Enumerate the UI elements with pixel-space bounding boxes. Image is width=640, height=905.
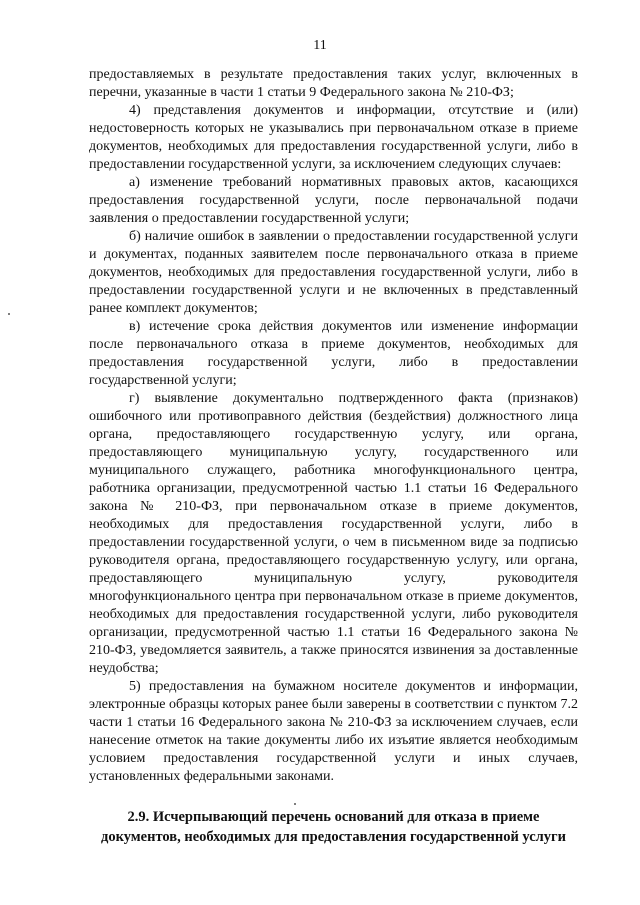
scan-speck: [8, 313, 10, 315]
page-number: 11: [313, 38, 327, 53]
document-body: [89, 66, 578, 786]
paragraph-continuation: предоставляемых в результате предоставления таких услуг, включенных в перечни, указанные в части 1 статьи 9 Федерального закона № 210-ФЗ;: [89, 67, 578, 100]
section-heading: 2.9. Исчерпывающий перечень оснований для отказа в приеме документов, необходимых для предоставления государственной услуги: [101, 809, 566, 845]
paragraph-subitem-g: г) выявление документально подтвержденного факта (признаков) ошибочного или противоправного действия (бездействия) должностного лица органа, предоставляющего государственную услугу, или органа, предоставляющего муниципальную услугу, государственного или муниципального служащего, работника многофункционального центра, работника организации, предусмотренной частью 1.1 статьи 16 Федерального закона № 210-ФЗ, при первоначальном отказе в приеме документов, необходимых для предоставления государственной услуги, либо в предоставлении государственной услуги, о чем в письменном виде за подписью руководителя органа, предоставляющего государственную услугу, или органа, предоставляющего муниципальную услугу, руководителя многофункционального центра при первоначальном отказе в приеме документов, необходимых для предоставления государственной услуги, либо руководителя организации, предусмотренной частью 1.1 статьи 16 Федерального закона № 210-ФЗ, уведомляется заявитель, а также приносятся извинения за доставленные неудобства;: [89, 391, 578, 676]
paragraph-subitem-a: а) изменение требований нормативных правовых актов, касающихся предоставления государственной услуги, после первоначальной подачи заявления о предоставлении государственной услуги;: [89, 175, 578, 226]
scan-speck: [294, 803, 296, 805]
paragraph-item-4: 4) представления документов и информации, отсутствие и (или) недостоверность которых не указывались при первоначальном отказе в приеме документов, необходимых для предоставления государственной услуги, либо в предоставлении государственной услуги, за исключением следующих случаев:: [89, 103, 578, 172]
paragraph-item-5: 5) предоставления на бумажном носителе документов и информации, электронные образцы которых ранее были заверены в соответствии с пунктом 7.2 части 1 статьи 16 Федерального закона № 210-ФЗ за исключением случаев, если нанесение отметок на такие документы либо их изъятие является необходимым условием предоставления государственной услуги и иных случаев, установленных федеральными законами.: [89, 679, 578, 784]
paragraph-subitem-v: в) истечение срока действия документов или изменение информации после первоначального отказа в приеме документов, необходимых для предоставления государственной услуги, либо в предоставлении государственной услуги;: [89, 319, 578, 388]
paragraph-subitem-b: б) наличие ошибок в заявлении о предоставлении государственной услуги и документах, поданных заявителем после первоначального отказа в приеме документов, необходимых для предоставления государственной услуги, либо в предоставлении государственной услуги и не включенных в представленный ранее комплект документов;: [89, 229, 578, 316]
